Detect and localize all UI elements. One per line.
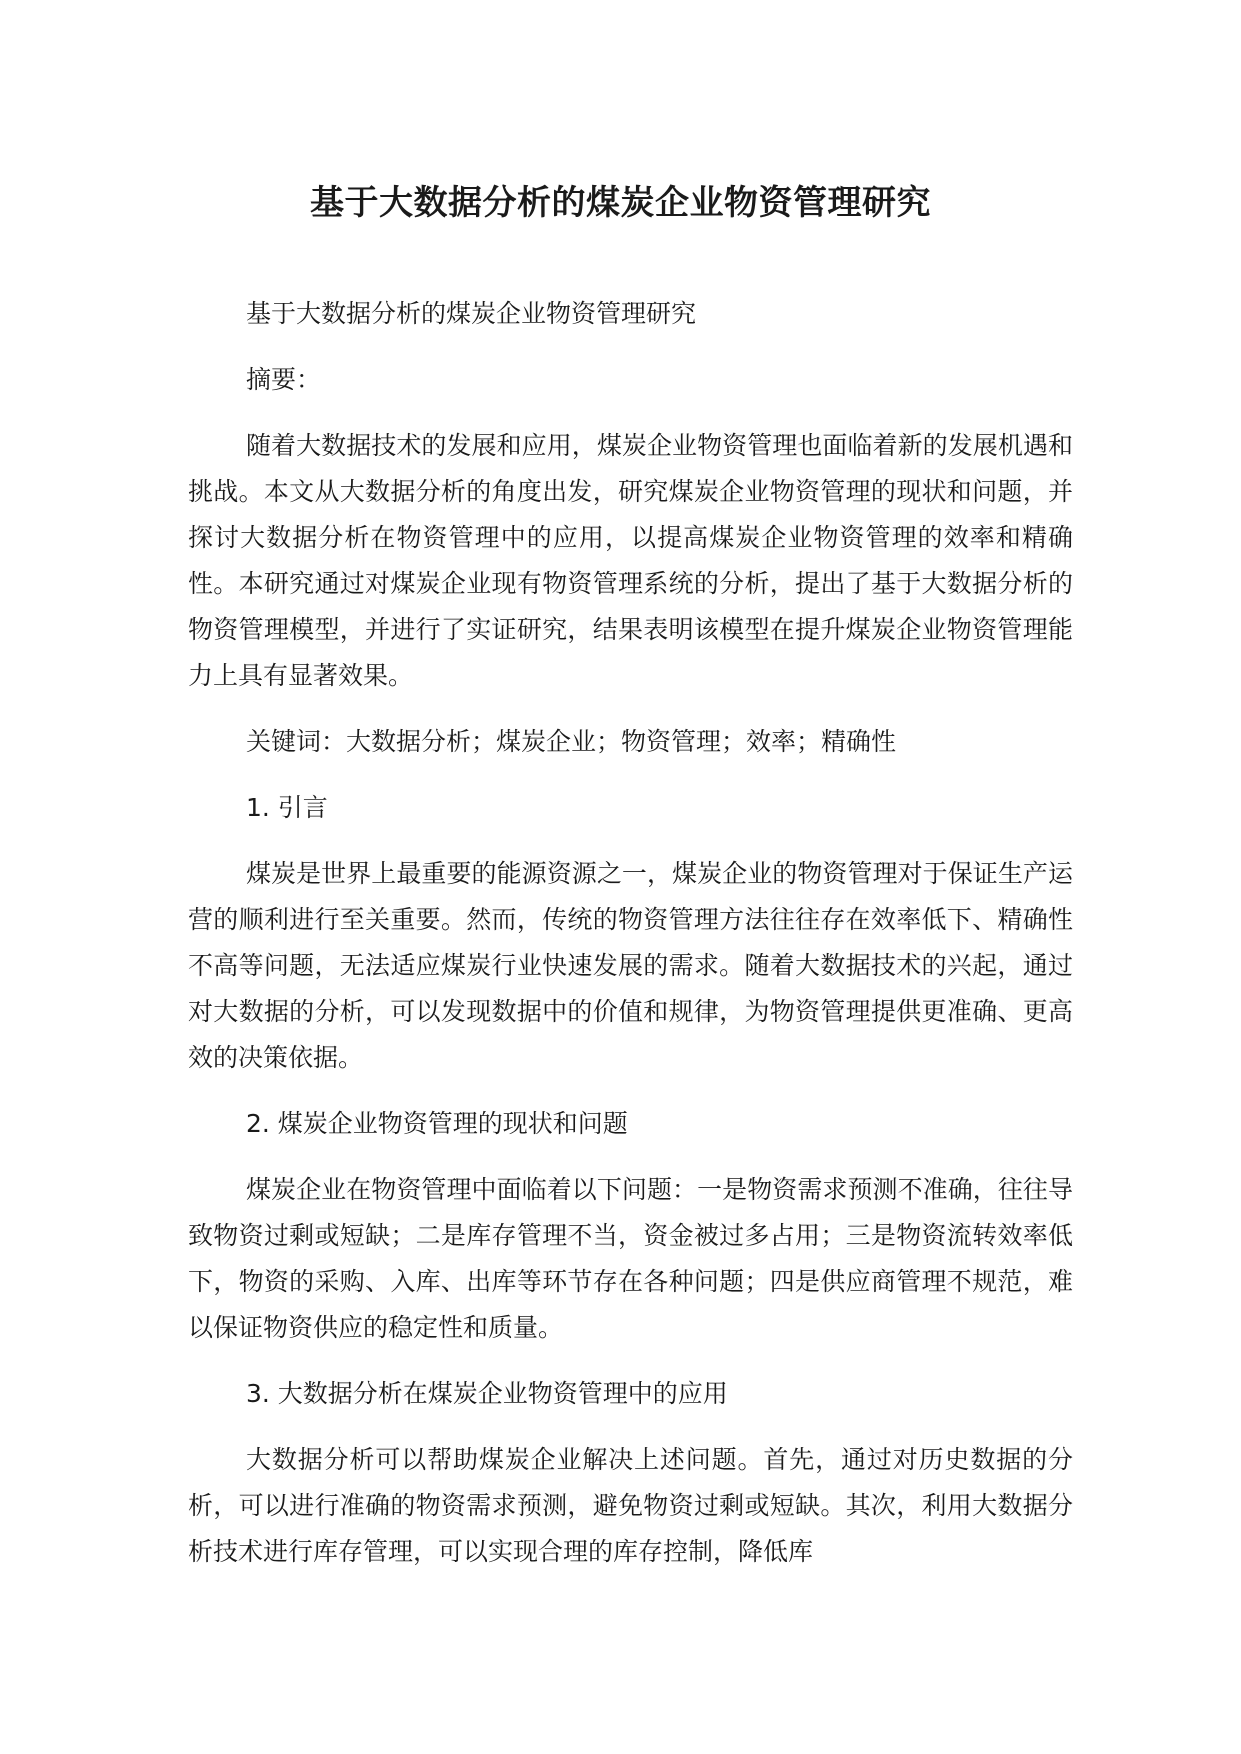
section-heading-introduction: 1. 引言 xyxy=(246,793,328,822)
subtitle-paragraph: 基于大数据分析的煤炭企业物资管理研究 xyxy=(246,299,697,328)
section-heading-application: 3. 大数据分析在煤炭企业物资管理中的应用 xyxy=(246,1379,728,1408)
status-paragraph: 煤炭企业在物资管理中面临着以下问题：一是物资需求预测不准确，往往导致物资过剩或短缺；二是库存管理不当，资金被过多占用；三是物资流转效率低下，物资的采购、入库、出库等环节存在各种问题；四是供应商管理不规范，难以保证物资供应的稳定性和质量。 xyxy=(188,1175,1073,1342)
abstract-heading: 摘要： xyxy=(246,365,322,394)
application-paragraph: 大数据分析可以帮助煤炭企业解决上述问题。首先，通过对历史数据的分析，可以进行准确的物资需求预测，避免物资过剩或短缺。其次，利用大数据分析技术进行库存管理，可以实现合理的库存控制，降低库 xyxy=(188,1445,1073,1566)
introduction-paragraph: 煤炭是世界上最重要的能源资源之一，煤炭企业的物资管理对于保证生产运营的顺利进行至关重要。然而，传统的物资管理方法往往存在效率低下、精确性不高等问题，无法适应煤炭行业快速发展的需求。随着大数据技术的兴起，通过对大数据的分析，可以发现数据中的价值和规律，为物资管理提供更准确、更高效的决策依据。 xyxy=(188,859,1073,1072)
document-title: 基于大数据分析的煤炭企业物资管理研究 xyxy=(310,183,931,223)
document-body xyxy=(188,291,1073,1595)
section-heading-status: 2. 煤炭企业物资管理的现状和问题 xyxy=(246,1109,628,1138)
abstract-paragraph: 随着大数据技术的发展和应用，煤炭企业物资管理也面临着新的发展机遇和挑战。本文从大数据分析的角度出发，研究煤炭企业物资管理的现状和问题，并探讨大数据分析在物资管理中的应用，以提高煤炭企业物资管理的效率和精确性。本研究通过对煤炭企业现有物资管理系统的分析，提出了基于大数据分析的物资管理模型，并进行了实证研究，结果表明该模型在提升煤炭企业物资管理能力上具有显著效果。 xyxy=(188,431,1073,690)
keywords-paragraph: 关键词：大数据分析；煤炭企业；物资管理；效率；精确性 xyxy=(246,727,897,756)
